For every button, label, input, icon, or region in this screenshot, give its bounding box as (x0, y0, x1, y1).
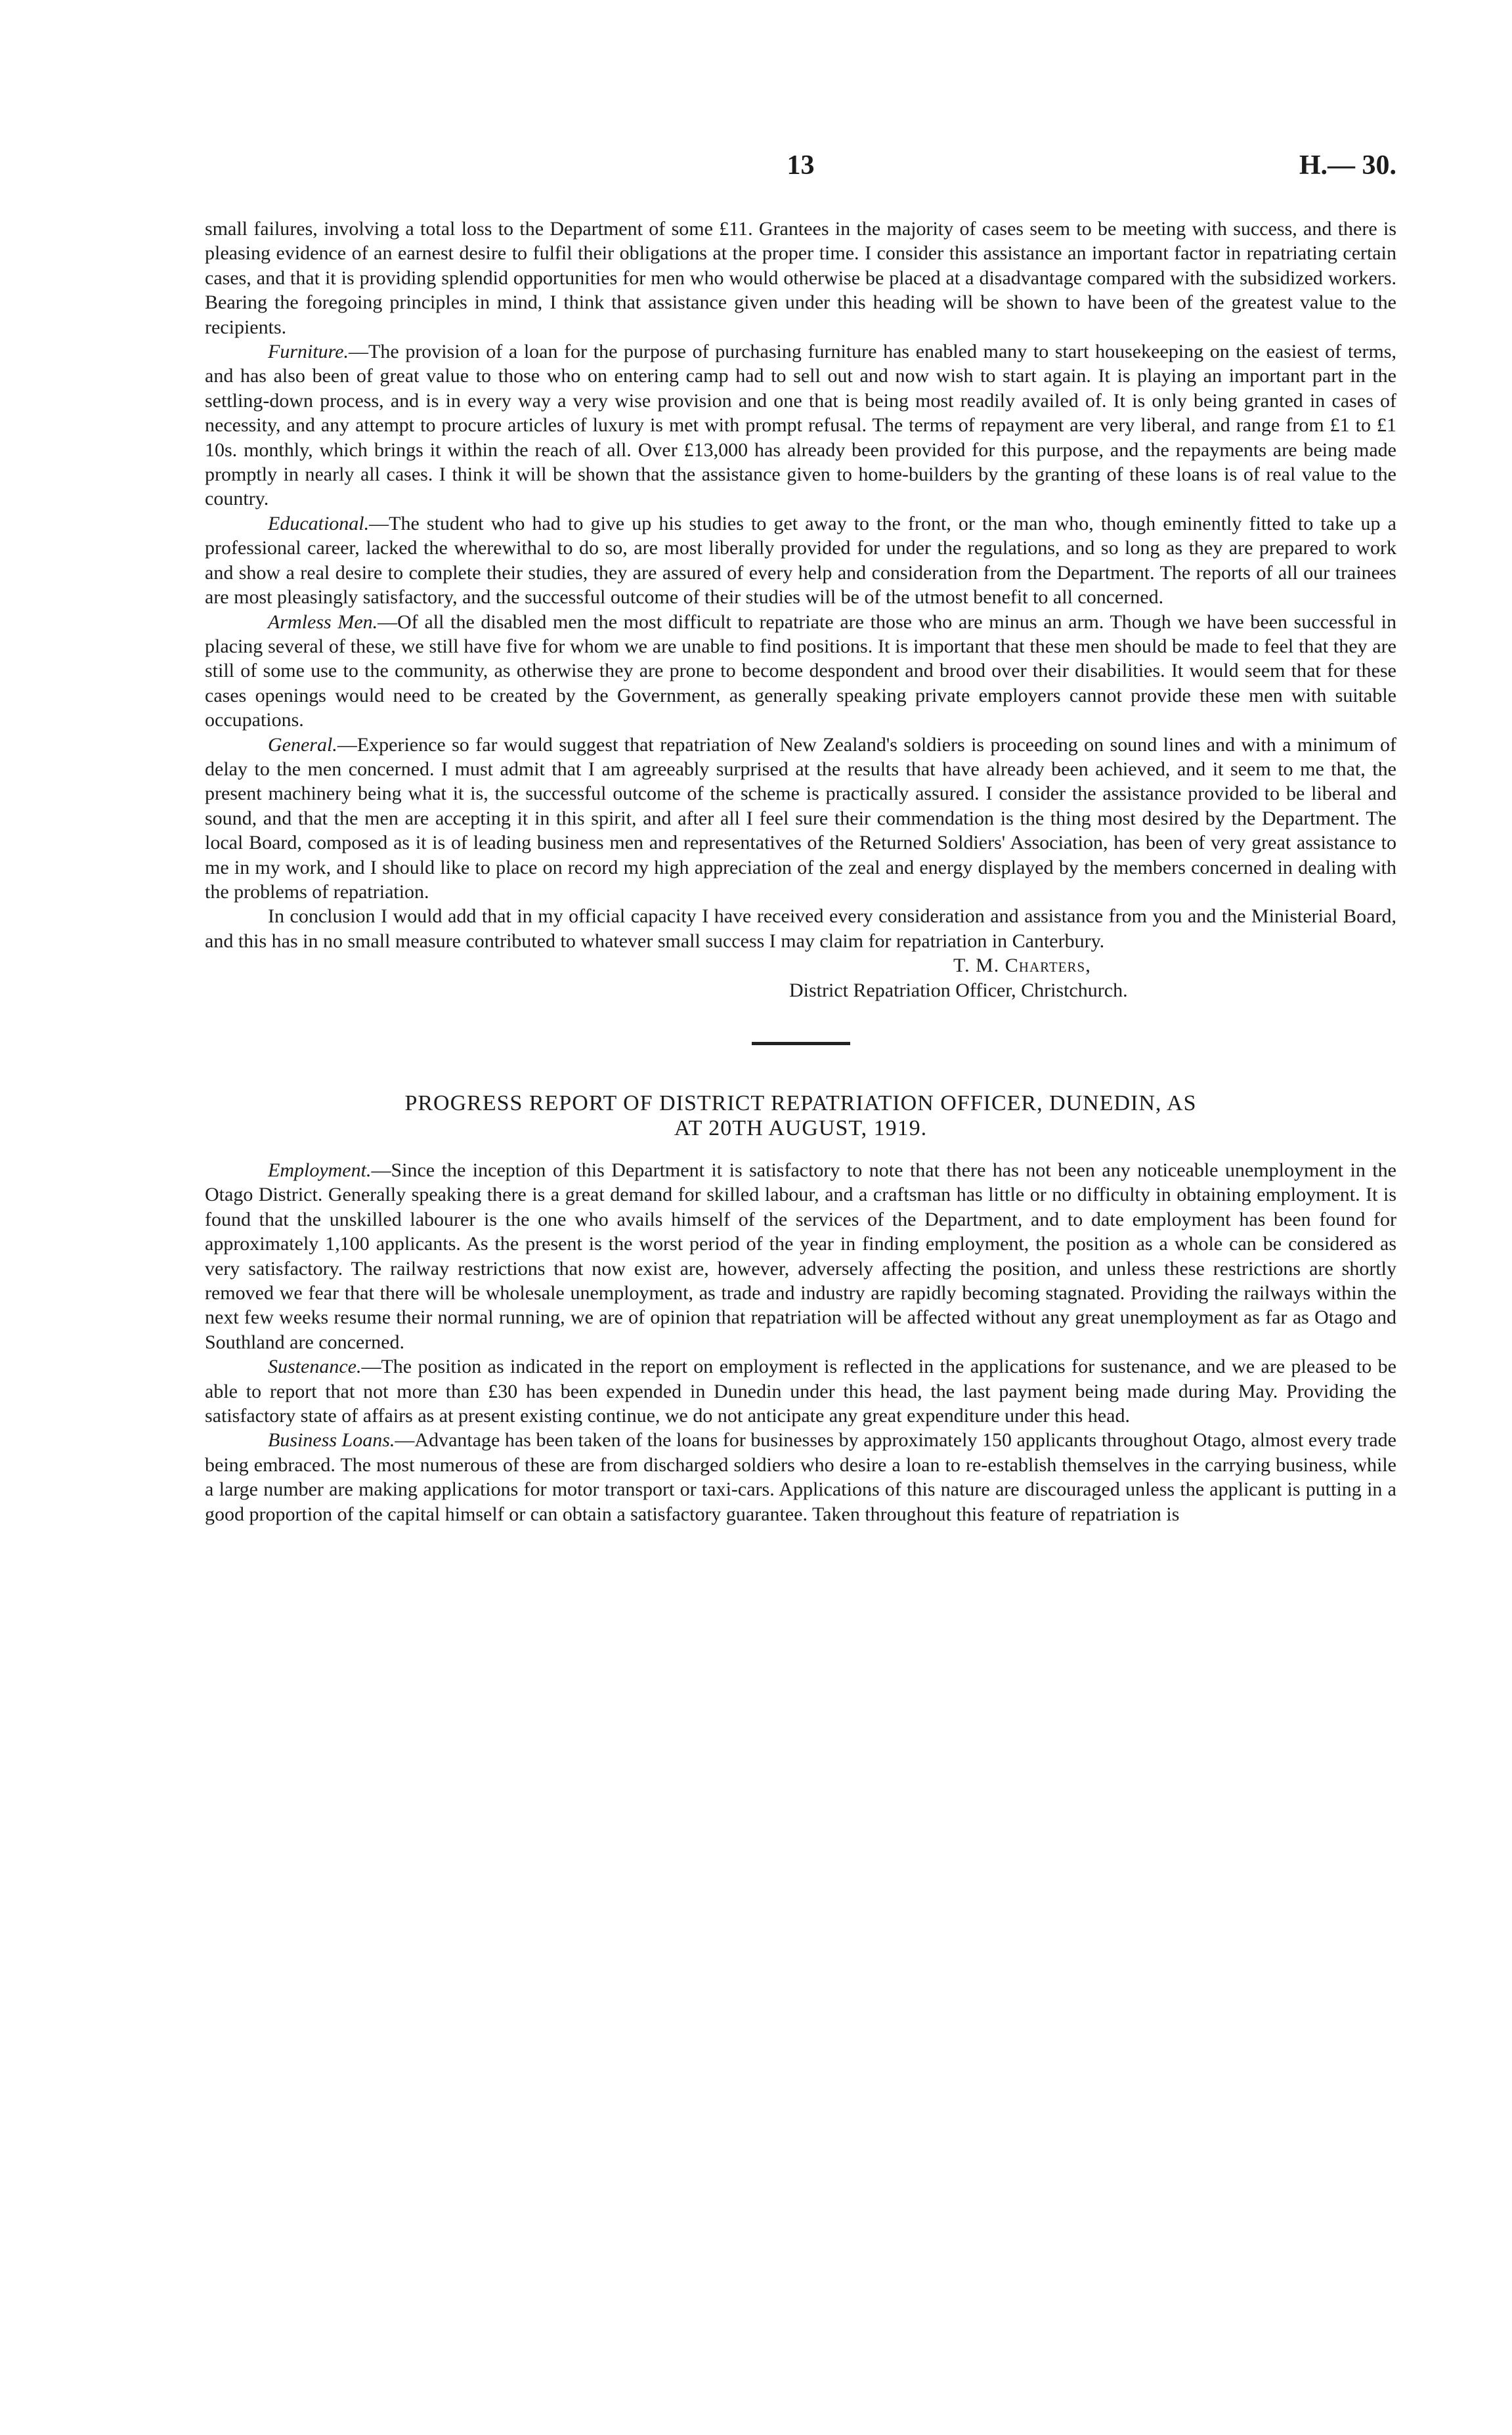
business-loans-paragraph (205, 1428, 1396, 1526)
page-number: 13 (787, 150, 815, 181)
signature-name: T. M. Charters, (953, 955, 1091, 977)
general-text: —Experience so far would suggest that repatriation of New Zealand's soldiers is proceeding on sound lines and with a minimum of delay to the men concerned. I must admit that I am agreeably surprised at the results that have already been achieved, and it seem to me that, the present machinery being what it is, the successful outcome of the scheme is practically assured. I consider the assistance provided to be liberal and sound, and that the men are accepting it in this spirit, and after all I feel sure their commendation is the thing most desired by the Department. The local Board, composed as it is of leading business men and representatives of the Returned Soldiers' Association, has been of very great assistance to me in my work, and I should like to place on record my high appreciation of the zeal and energy displayed by the members concerned in dealing with the problems of repatriation. (205, 733, 1396, 903)
armless-men-paragraph (205, 610, 1396, 733)
intro-paragraph (205, 217, 1396, 339)
educational-paragraph (205, 511, 1396, 610)
sustenance-paragraph (205, 1354, 1396, 1428)
furniture-paragraph (205, 339, 1396, 511)
paper-reference: H.— 30. (1299, 150, 1396, 181)
report-title-line-2: AT 20TH AUGUST, 1919. (674, 1116, 928, 1140)
signature-block (205, 953, 1396, 1002)
document-body (205, 217, 1396, 1526)
report-title (205, 1091, 1396, 1141)
armless-men-text: —Of all the disabled men the most difficult to repatriate are those who are minus an arm. Though we have been successful in placing several of these, we still have five for whom we are unable to find positions. It is important that these men should be made to feel that they are still of some use to the community, as otherwise they are prone to become despondent and brood over their disabilities. It would seem that for these cases openings would need to be created by the Government, as generally speaking private employers cannot provide these men with suitable occupations. (205, 611, 1396, 731)
employment-paragraph (205, 1158, 1396, 1354)
employment-text: —Since the inception of this Department it is satisfactory to note that there has not been any noticeable unemployment in the Otago District. Generally speaking there is a great demand for skilled labour, and a craftsman has little or no difficulty in obtaining employment. It is found that the unskilled labourer is the one who avails himself of the services of the Department, and to date employment has been found for approximately 1,100 applicants. As the present is the worst period of the year in finding employment, the position as a whole can be considered as very satisfactory. The railway restrictions that now exist are, however, adversely affecting the position, and unless these restrictions are shortly removed we fear that there will be wholesale unemployment, as trade and industry are rapidly becoming stagnated. Providing the railways within the next few weeks resume their normal running, we are of opinion that repatriation will be affected without any great unemployment as far as Otago and Southland are concerned. (205, 1159, 1396, 1353)
report-title-line-1: PROGRESS REPORT OF DISTRICT REPATRIATION OFFICER, DUNEDIN, AS (404, 1091, 1197, 1115)
signature-title: District Repatriation Officer, Christchurch. (789, 979, 1128, 1001)
business-loans-text: —Advantage has been taken of the loans for businesses by approximately 150 applicants throughout Otago, almost every trade being embraced. The most numerous of these are from discharged soldiers who desire a loan to re-establish themselves in the carrying business, while a large number are making applications for motor transport or taxi-cars. Applications of this nature are discouraged unless the applicant is putting in a good proportion of the capital himself or can obtain a satisfactory guarantee. Taken throughout this feature of repatriation is (205, 1429, 1396, 1525)
sustenance-heading: Sustenance. (268, 1356, 362, 1378)
educational-text: —The student who had to give up his studies to get away to the front, or the man who, though eminently fitted to take up a professional career, lacked the wherewithal to do so, are most liberally provided for under the regulations, and so long as they are prepared to work and show a real desire to complete their studies, they are assured of every help and consideration from the Department. The reports of all our trainees are most pleasingly satisfactory, and the successful outcome of their studies will be of the utmost benefit to all concerned. (205, 512, 1396, 609)
business-loans-heading: Business Loans. (268, 1429, 395, 1452)
armless-men-heading: Armless Men. (268, 611, 378, 633)
page-header (205, 150, 1396, 189)
employment-heading: Employment. (268, 1159, 372, 1181)
intro-text: small failures, involving a total loss to the Department of some £11. Grantees in the majority of cases seem to be meeting with success, and there is pleasing evidence of an earnest desire to fulfil their obligations at the proper time. I consider this assistance an important factor in repatriating certain cases, and that it is providing splendid opportunities for men who would otherwise be placed at a disadvantage compared with the subsidized workers. Bearing the foregoing principles in mind, I think that assistance given under this heading will be shown to have been of the greatest value to the recipients. (205, 218, 1396, 338)
general-paragraph (205, 733, 1396, 905)
conclusion-paragraph (205, 904, 1396, 953)
section-divider (752, 1042, 850, 1045)
sustenance-text: —The position as indicated in the report on employment is reflected in the applications for sustenance, and we are pleased to be able to report that not more than £30 has been expended in Dunedin under this head, the last payment being made during May. Providing the satisfactory state of affairs as at present existing continue, we do not anticipate any great expenditure under this head. (205, 1356, 1396, 1427)
educational-heading: Educational. (268, 512, 370, 534)
furniture-text: —The provision of a loan for the purpose of purchasing furniture has enabled many to start housekeeping on the easiest of terms, and has also been of great value to those who on entering camp had to sell out and now wish to start again. It is playing an important part in the settling-down process, and is in every way a very wise provision and one that is being most readily availed of. It is only being granted in cases of necessity, and any attempt to procure articles of luxury is met with prompt refusal. The terms of repayment are very liberal, and range from £1 to £1 10s. monthly, which brings it within the reach of all. Over £13,000 has already been provided for this purpose, and the repayments are being made promptly in nearly all cases. I think it will be shown that the assistance given to home-builders by the granting of these loans is of real value to the country. (205, 341, 1396, 510)
furniture-heading: Furniture. (268, 341, 349, 363)
general-heading: General. (268, 733, 337, 756)
conclusion-text: In conclusion I would add that in my official capacity I have received every consideration and assistance from you and the Ministerial Board, and this has in no small measure contributed to whatever small success I may claim for repatriation in Canterbury. (205, 905, 1396, 952)
